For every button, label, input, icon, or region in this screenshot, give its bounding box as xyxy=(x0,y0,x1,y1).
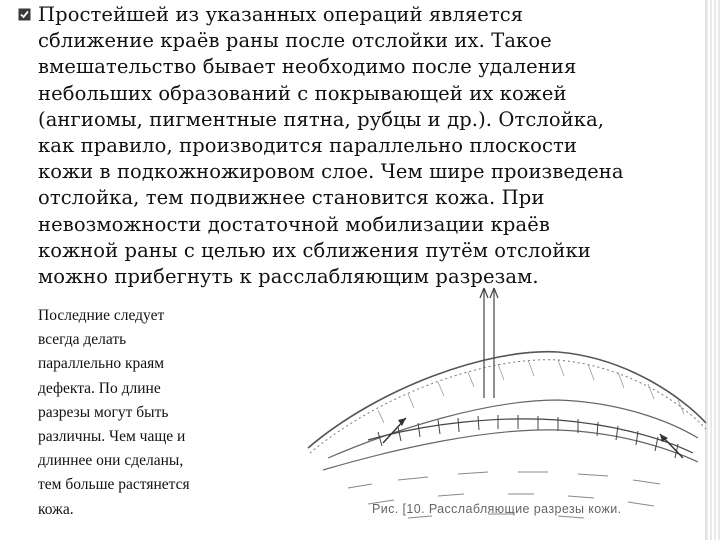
side-paragraph-line: разрезы могут быть xyxy=(38,403,169,421)
side-paragraph-line: всегда делать xyxy=(38,331,127,349)
checkbox-bullet-icon xyxy=(18,8,31,21)
main-paragraph xyxy=(38,2,688,290)
figure-caption: Рис. [10. Расслабляющие разрезы кожи. xyxy=(372,502,622,516)
side-paragraph-line: дефекта. По длине xyxy=(38,379,161,397)
main-paragraph-line: отслойка, тем подвижнее становится кожа. При xyxy=(38,186,545,210)
main-paragraph-line: сближение краёв раны после отслойки их. Такое xyxy=(38,29,552,53)
side-paragraph-line: длиннее они сделаны, xyxy=(38,452,184,470)
side-paragraph-line: параллельно краям xyxy=(38,355,165,373)
side-paragraph xyxy=(38,304,278,522)
main-paragraph-line: как правило, производится параллельно плоскости xyxy=(38,134,577,158)
side-paragraph-line: кожа. xyxy=(38,500,74,518)
main-paragraph-line: (ангиомы, пигментные пятна, рубцы и др.). Отслойка, xyxy=(38,107,605,131)
side-paragraph-line: Последние следует xyxy=(38,307,165,324)
side-paragraph-line: различны. Чем чаще и xyxy=(38,428,186,446)
side-paragraph-line: тем больше растянется xyxy=(38,476,190,494)
main-paragraph-line: вмешательство бывает необходимо после удаления xyxy=(38,55,577,79)
main-paragraph-line: небольших образований с покрывающей их кожей xyxy=(38,81,567,105)
skin-incision-figure xyxy=(288,248,708,540)
main-paragraph-line: кожной раны с целью их сближения путём отслойки xyxy=(38,238,591,262)
main-paragraph-line: Простейшей из указанных операций является xyxy=(38,3,524,26)
main-paragraph-line: можно прибегнуть к расслабляющим разрезам. xyxy=(38,265,539,289)
main-paragraph-line: кожи в подкожножировом слое. Чем шире произведена xyxy=(38,160,624,184)
main-paragraph-line: невозможности достаточной мобилизации краёв xyxy=(38,212,550,236)
